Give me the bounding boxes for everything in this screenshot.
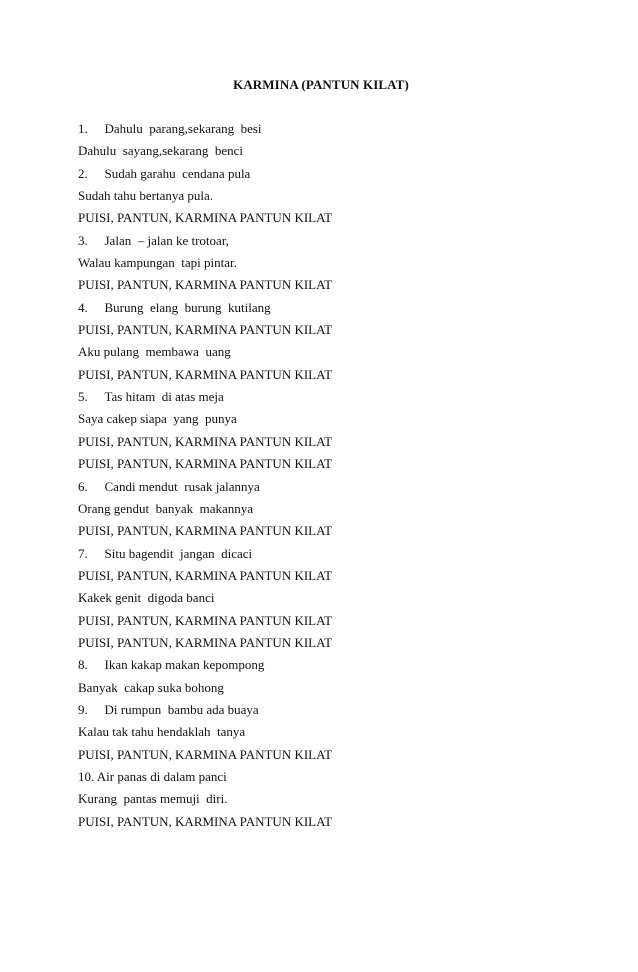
- text-line: [78, 766, 598, 788]
- line-text: Situ bagendit jangan dicaci: [104, 545, 253, 561]
- text-line: [78, 252, 598, 274]
- line-text: Banyak cakap suka bohong: [78, 679, 224, 695]
- text-line: [78, 274, 598, 296]
- text-line: [78, 386, 598, 408]
- text-line: [78, 476, 598, 498]
- line-text: Kalau tak tahu hendaklah tanya: [78, 724, 246, 740]
- line-text: PUISI, PANTUN, KARMINA PANTUN KILAT: [78, 456, 333, 472]
- line-text: Dahulu parang,sekarang besi: [104, 121, 262, 136]
- pantun-lines: [78, 118, 598, 833]
- line-text: PUISI, PANTUN, KARMINA PANTUN KILAT: [78, 433, 333, 449]
- line-text: Walau kampungan tapi pintar.: [78, 255, 237, 271]
- line-text: PUISI, PANTUN, KARMINA PANTUN KILAT: [78, 366, 333, 382]
- text-line: [78, 140, 598, 162]
- line-text: PUISI, PANTUN, KARMINA PANTUN KILAT: [78, 634, 333, 650]
- line-number: 5.: [78, 389, 88, 405]
- text-line: [78, 632, 598, 654]
- line-text: PUISI, PANTUN, KARMINA PANTUN KILAT: [78, 523, 333, 539]
- line-text: Tas hitam di atas meja: [104, 389, 224, 405]
- line-text: Di rumpun bambu ada buaya: [104, 701, 259, 717]
- text-line: [78, 543, 598, 565]
- text-line: [78, 297, 598, 319]
- line-number: 9.: [78, 701, 88, 717]
- text-line: [78, 587, 598, 609]
- line-text: Kakek genit digoda banci: [78, 590, 215, 606]
- line-text: PUISI, PANTUN, KARMINA PANTUN KILAT: [78, 322, 333, 338]
- text-line: [78, 677, 598, 699]
- line-text: PUISI, PANTUN, KARMINA PANTUN KILAT: [78, 210, 333, 226]
- text-line: [78, 788, 598, 810]
- document-title: [0, 76, 638, 94]
- line-text: Sudah garahu cendana pula: [104, 165, 251, 181]
- line-number: 3.: [78, 232, 88, 248]
- text-line: [78, 453, 598, 475]
- text-line: [78, 721, 598, 743]
- text-line: [78, 610, 598, 632]
- line-text: PUISI, PANTUN, KARMINA PANTUN KILAT: [78, 746, 333, 762]
- line-number: 8.: [78, 657, 88, 673]
- line-text: PUISI, PANTUN, KARMINA PANTUN KILAT: [78, 813, 333, 829]
- text-line: [78, 163, 598, 185]
- line-number: 2.: [78, 165, 88, 181]
- line-text: Burung elang burung kutilang: [104, 299, 271, 315]
- text-line: [78, 498, 598, 520]
- line-text: Kurang pantas memuji diri.: [78, 791, 228, 807]
- line-text: Sudah tahu bertanya pula.: [78, 188, 214, 204]
- line-text: Aku pulang membawa uang: [78, 344, 231, 360]
- line-text: PUISI, PANTUN, KARMINA PANTUN KILAT: [78, 567, 333, 583]
- text-line: [78, 118, 598, 140]
- line-number: 1.: [78, 121, 88, 136]
- line-text: PUISI, PANTUN, KARMINA PANTUN KILAT: [78, 612, 333, 628]
- text-line: [78, 319, 598, 341]
- text-line: [78, 364, 598, 386]
- text-line: [78, 565, 598, 587]
- line-text: Saya cakep siapa yang punya: [78, 411, 237, 427]
- line-number: 4.: [78, 299, 88, 315]
- text-line: [78, 230, 598, 252]
- text-line: [78, 699, 598, 721]
- text-line: [78, 341, 598, 363]
- text-line: [78, 811, 598, 833]
- line-text: 10. Air panas di dalam panci: [78, 768, 227, 784]
- line-text: Orang gendut banyak makannya: [78, 500, 254, 516]
- line-text: PUISI, PANTUN, KARMINA PANTUN KILAT: [78, 277, 333, 293]
- line-text: Dahulu sayang,sekarang benci: [78, 143, 243, 159]
- text-line: [78, 431, 598, 453]
- text-line: [78, 520, 598, 542]
- line-text: Candi mendut rusak jalannya: [104, 478, 260, 494]
- text-line: [78, 744, 598, 766]
- document-title-text: KARMINA (PANTUN KILAT): [233, 77, 409, 92]
- line-text: Jalan – jalan ke trotoar,: [104, 232, 229, 248]
- line-text: Ikan kakap makan kepompong: [104, 657, 265, 673]
- text-line: [78, 408, 598, 430]
- line-number: 6.: [78, 478, 88, 494]
- text-line: [78, 654, 598, 676]
- text-line: [78, 207, 598, 229]
- line-number: 7.: [78, 545, 88, 561]
- text-line: [78, 185, 598, 207]
